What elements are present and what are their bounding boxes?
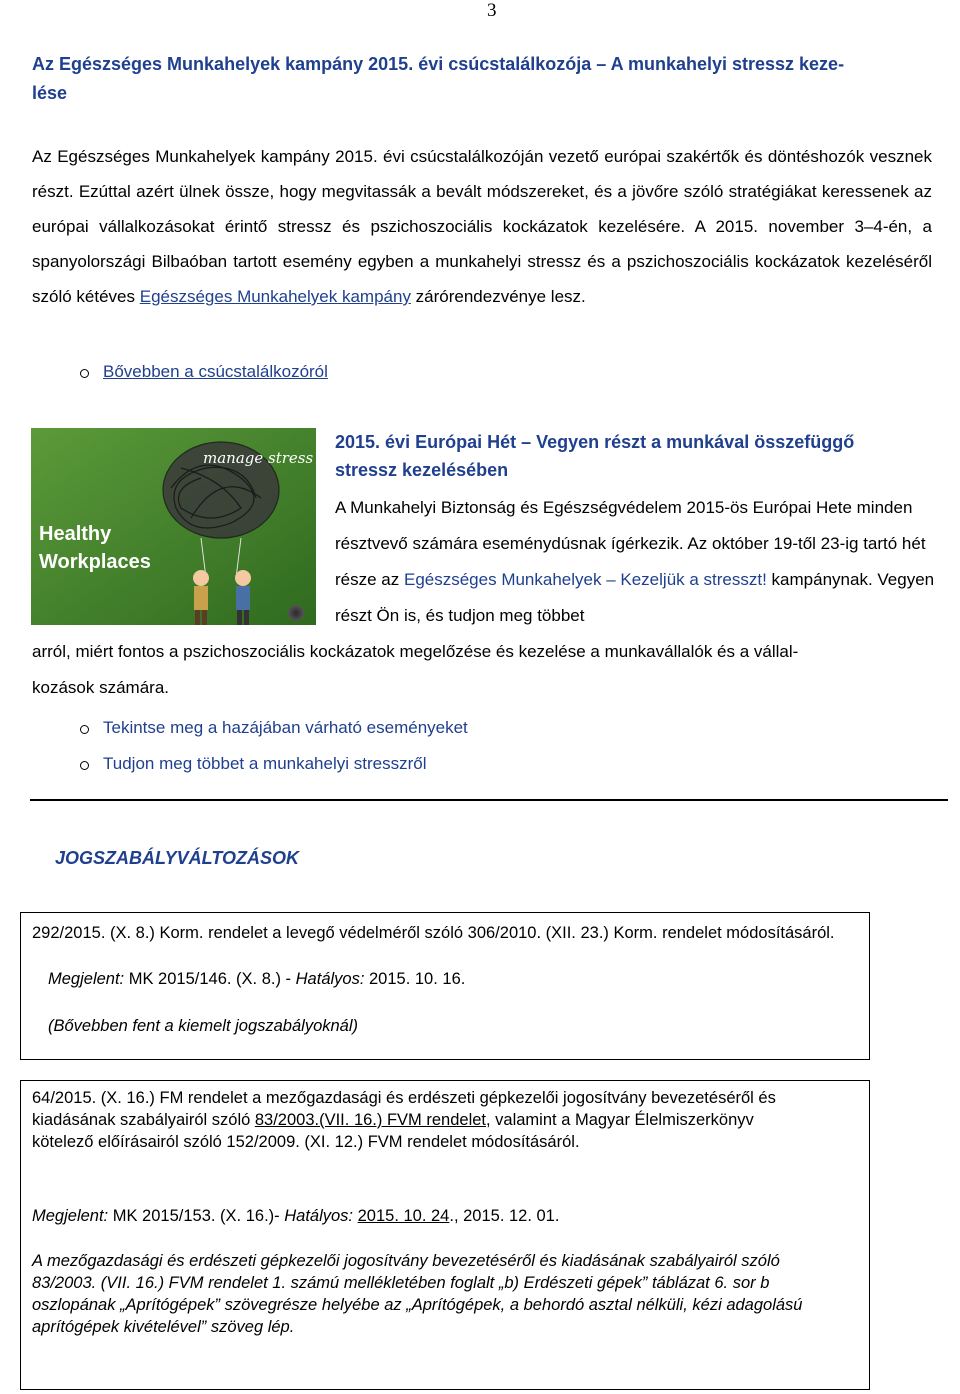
events-link[interactable]: Tekintse meg a hazájában várható eseményeket [103, 718, 468, 737]
page-number: 3 [487, 0, 497, 21]
heading-line: 2015. évi Európai Hét – Vegyen részt a munkával összefüggő [335, 432, 855, 452]
paragraph-text: zárórendezvénye lesz. [410, 287, 586, 306]
list-item[interactable] [80, 746, 468, 782]
legislation-title: 292/2015. (X. 8.) Korm. rendelet a levegő védelméről szóló 306/2010. (XII. 23.) Korm. rendelet módosításáról. [32, 924, 835, 942]
paragraph-text: Az Egészséges Munkahelyek kampány 2015. évi csúcstalálkozóján vezető európai szakértők és döntéshozók vesznek részt. Ezúttal azért ülnek össze, hogy megvitassák a bevált módszereket, és a jövőre szóló stratégiákat keressenek az európai vállalkozásokat érintő stressz és pszichoszociális kockázatok kezelésére. A 2015. november 3–4-én, a spanyolországi Bilbaóban tartott esemény egyben a munkahelyi stressz és a pszichoszociális kockázatok kezeléséről szóló kétéves [32, 147, 932, 306]
legislation-dates: Megjelent: MK 2015/146. (X. 8.) - Hatályos: 2015. 10. 16. [48, 970, 466, 988]
campaign-link[interactable]: Egészséges Munkahelyek kampány [139, 287, 411, 306]
svg-text:Healthy: Healthy [39, 523, 112, 545]
legislation-title: 64/2015. (X. 16.) FM rendelet a mezőgazdasági és erdészeti gépkezelői jogosítvány bevezetéséről és kiadásának szabályairól szóló 83/2003.(VII. 16.) FVM rendelet, valamint a Magyar Élelmiszerkönyv kötelező előírásairól szóló 152/2009. (XI. 12.) FVM rendelet módosításáról. [32, 1089, 776, 1151]
svg-text:Workplaces: Workplaces [39, 551, 151, 573]
article-paragraph: A Munkahelyi Biztonság és Egészségvédelem 2015-ös Európai Hete minden résztvevő számára eseménydúsnak ígérkezik. Az október 19-től 23-ig tartó hét része az Egészséges Munkahelyek – Kezeljük a stresszt! kampánynak. Vegyen részt Ön is, és tudjon meg többet [335, 498, 935, 625]
campaign-link[interactable]: Egészséges Munkahelyek – Kezeljük a stresszt! [403, 570, 767, 589]
legislation-dates: Megjelent: MK 2015/153. (X. 16.)- Hatályos: 2015. 10. 24., 2015. 12. 01. [32, 1207, 560, 1225]
link-list [80, 710, 468, 782]
heading-line: lése [32, 83, 68, 103]
image-manage-text: manage stress [203, 449, 314, 467]
legislation-heading: JOGSZABÁLYVÁLTOZÁSOK [55, 848, 300, 868]
article-paragraph-continued: arról, miért fontos a pszichoszociális kockázatok megelőzése és kezelése a munkavállalók és a vállal- kozások számára. [32, 642, 799, 697]
heading-line: stressz kezelésében [335, 460, 509, 480]
section-heading [335, 428, 945, 484]
list-item[interactable] [80, 710, 468, 746]
section-divider [30, 799, 948, 801]
legislation-note: A mezőgazdasági és erdészeti gépkezelői jogosítvány bevezetéséről és kiadásának szabályairól szóló 83/2003. (VII. 16.) FVM rendelet 1. számú mellékletében foglalt „b) Erdészeti gépek” táblázat 6. sor b oszlopának „Aprítógépek” szövegrésze helyébe az „Aprítógépek, a behordó asztal nélküli, kézi adagolású aprítógépek kivételével” szöveg lép. [32, 1252, 803, 1336]
article-paragraph [32, 139, 932, 314]
link-list [80, 354, 328, 390]
section-heading [32, 50, 932, 108]
stress-info-link[interactable]: Tudjon meg többet a munkahelyi stresszről [103, 754, 427, 773]
legislation-box [20, 1080, 870, 1390]
list-item[interactable] [80, 354, 328, 390]
yarn-ball-icon [288, 605, 304, 621]
heading-line: Az Egészséges Munkahelyek kampány 2015. évi csúcstalálkozója – A munkahelyi stressz keze- [32, 54, 845, 74]
summit-link[interactable]: Bővebben a csúcstalálkozóról [103, 362, 328, 381]
legislation-box [20, 912, 870, 1060]
healthy-workplaces-image [31, 428, 316, 625]
more-link[interactable]: (Bővebben fent a kiemelt jogszabályoknál) [48, 1017, 359, 1035]
regulation-link[interactable]: 83/2003.(VII. 16.) FVM rendelet [254, 1111, 486, 1129]
